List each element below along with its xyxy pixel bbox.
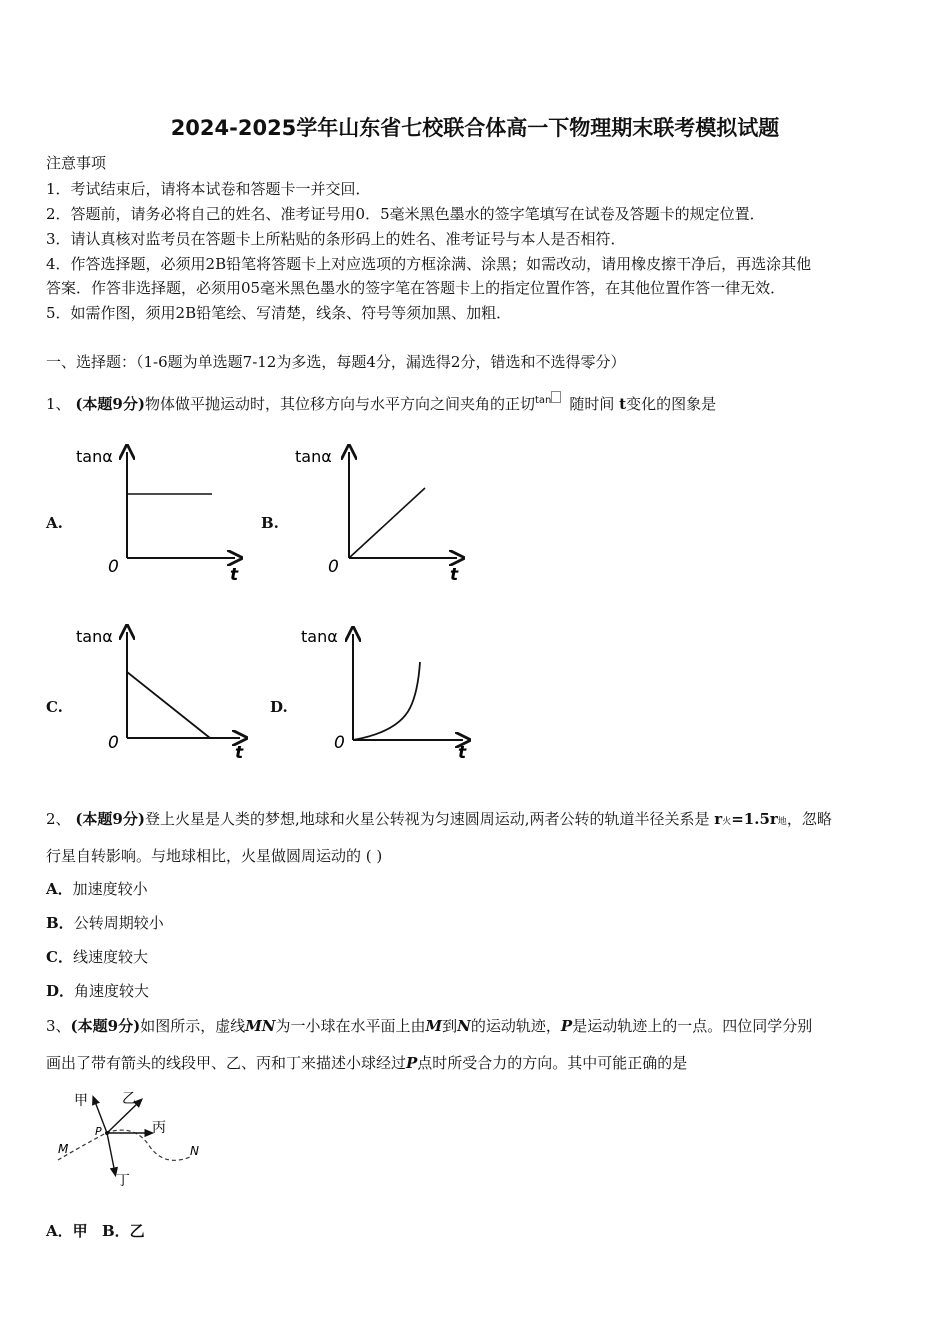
q1-option-c-label: C. [46, 698, 63, 716]
q2-option-c: C．线速度较大 [46, 948, 148, 966]
graph-b-xlabel: t [450, 565, 459, 585]
q3-answers [46, 1220, 145, 1241]
trajectory-right [106, 1130, 190, 1160]
graph-b-ylabel: tanα [295, 447, 332, 466]
graph-b-origin: 0 [328, 557, 339, 577]
notice-item-2: 2．答题前，请务必将自己的姓名、准考证号用0．5毫米黑色墨水的签字笔填写在试卷及答题卡的规定位置． [46, 205, 765, 223]
q2-option-d: D．角速度较大 [46, 982, 150, 1000]
q2-line1: 登上火星是人类的梦想,地球和火星公转视为匀速圆周运动,两者公转的轨道半径关系是 [144, 810, 710, 828]
label-jia: 甲 [74, 1093, 88, 1109]
missing-glyph-box [551, 391, 561, 403]
label-p: P [95, 1125, 102, 1138]
q2-sub-mars: 火 [722, 817, 732, 827]
q1-number: 1、 [46, 395, 71, 413]
section-heading: 一、选择题：（1-6题为单选题7-12为多选，每题4分，漏选得2分，错选和不选得零分） [46, 353, 626, 371]
q1-text: 物体做平抛运动时，其位移方向与水平方向之间夹角的正切 [144, 395, 535, 413]
q2-r: r [714, 810, 723, 828]
notice-item-1: 1．考试结束后，请将本试卷和答题卡一并交回． [46, 180, 371, 198]
graph-d [298, 620, 478, 770]
question-3: 3、(本题9分)如图所示，虚线MN为一小球在水平面上由M到N的运动轨迹，P是运动轨迹上的一点。四位同学分别 [46, 1017, 813, 1035]
q2-line1-end: ，忽略 [786, 810, 832, 828]
label-n: N [190, 1144, 199, 1158]
label-bing: 丙 [152, 1120, 166, 1136]
graph-d-ylabel: tanα [301, 627, 338, 646]
q2-number: 2、 [46, 810, 71, 828]
q2-line2: 行星自转影响。与地球相比，火星做圆周运动的 ( ) [46, 847, 383, 865]
q2-sub-earth: 地 [777, 817, 787, 827]
graph-a-origin: 0 [108, 557, 119, 577]
q3-number: 3、 [46, 1017, 71, 1035]
label-yi: 乙 [122, 1091, 136, 1107]
q2-eq: =1.5r [731, 810, 778, 828]
graph-d-xlabel: t [458, 743, 467, 763]
question-2 [46, 808, 832, 829]
notice-heading: 注意事项 [46, 154, 107, 172]
graph-c-xlabel: t [235, 743, 244, 763]
label-m: M [58, 1142, 69, 1156]
q3-answer-a: A．甲 [46, 1222, 88, 1240]
q1-option-d-label: D. [270, 698, 288, 716]
q1-t-var: t [619, 395, 627, 413]
question-1 [46, 391, 716, 414]
graph-a [70, 440, 250, 590]
q1-text-end: 变化的图象是 [626, 395, 717, 413]
label-ding: 丁 [116, 1173, 130, 1189]
graph-a-ylabel: tanα [76, 447, 113, 466]
notice-item-5: 5．如需作图，须用2B铅笔绘、写清楚，线条、符号等须加黑、加粗． [46, 304, 512, 322]
notice-item-4-cont: 答案．作答非选择题，必须用05毫米黑色墨水的签字笔在答题卡上的指定位置作答，在其他位置作答一律无效． [46, 279, 786, 297]
q3-score: (本题9分) [70, 1017, 141, 1035]
page-title: 2024-2025学年山东省七校联合体高一下物理期末联考模拟试题 [170, 116, 780, 140]
graph-d-curve [353, 662, 420, 740]
graph-a-xlabel: t [230, 565, 239, 585]
q1-score: (本题9分) [75, 395, 145, 413]
graph-c-origin: 0 [108, 733, 119, 753]
q1-option-a-label: A. [46, 514, 63, 532]
graph-b [290, 440, 470, 590]
q1-tan-symbol: tan [534, 395, 552, 406]
q1-option-b-label: B. [261, 514, 279, 532]
q2-option-a: A．加速度较小 [46, 880, 148, 898]
q2-score: (本题9分) [75, 810, 145, 828]
q1-text-after: 随时间 [569, 395, 615, 413]
notice-item-3: 3．请认真核对监考员在答题卡上所粘贴的条形码上的姓名、准考证号与本人是否相符． [46, 230, 626, 248]
arrow-ding [107, 1133, 115, 1173]
notice-item-4: 4．作答选择题，必须用2B铅笔将答题卡上对应选项的方框涂满、涂黑；如需改动，请用橡皮擦干净后，再选涂其他 [46, 255, 812, 273]
q2-option-b: B．公转周期较小 [46, 914, 164, 932]
q3-diagram [50, 1085, 220, 1195]
graph-d-origin: 0 [334, 733, 345, 753]
graph-b-curve [349, 488, 425, 558]
q3-line2: 画出了带有箭头的线段甲、乙、丙和丁来描述小球经过P点时所受合力的方向。其中可能正确的是 [46, 1054, 688, 1072]
graph-c [70, 620, 250, 770]
graph-c-ylabel: tanα [76, 627, 113, 646]
graph-c-curve [127, 672, 210, 738]
q3-answer-b: B．乙 [101, 1222, 145, 1240]
